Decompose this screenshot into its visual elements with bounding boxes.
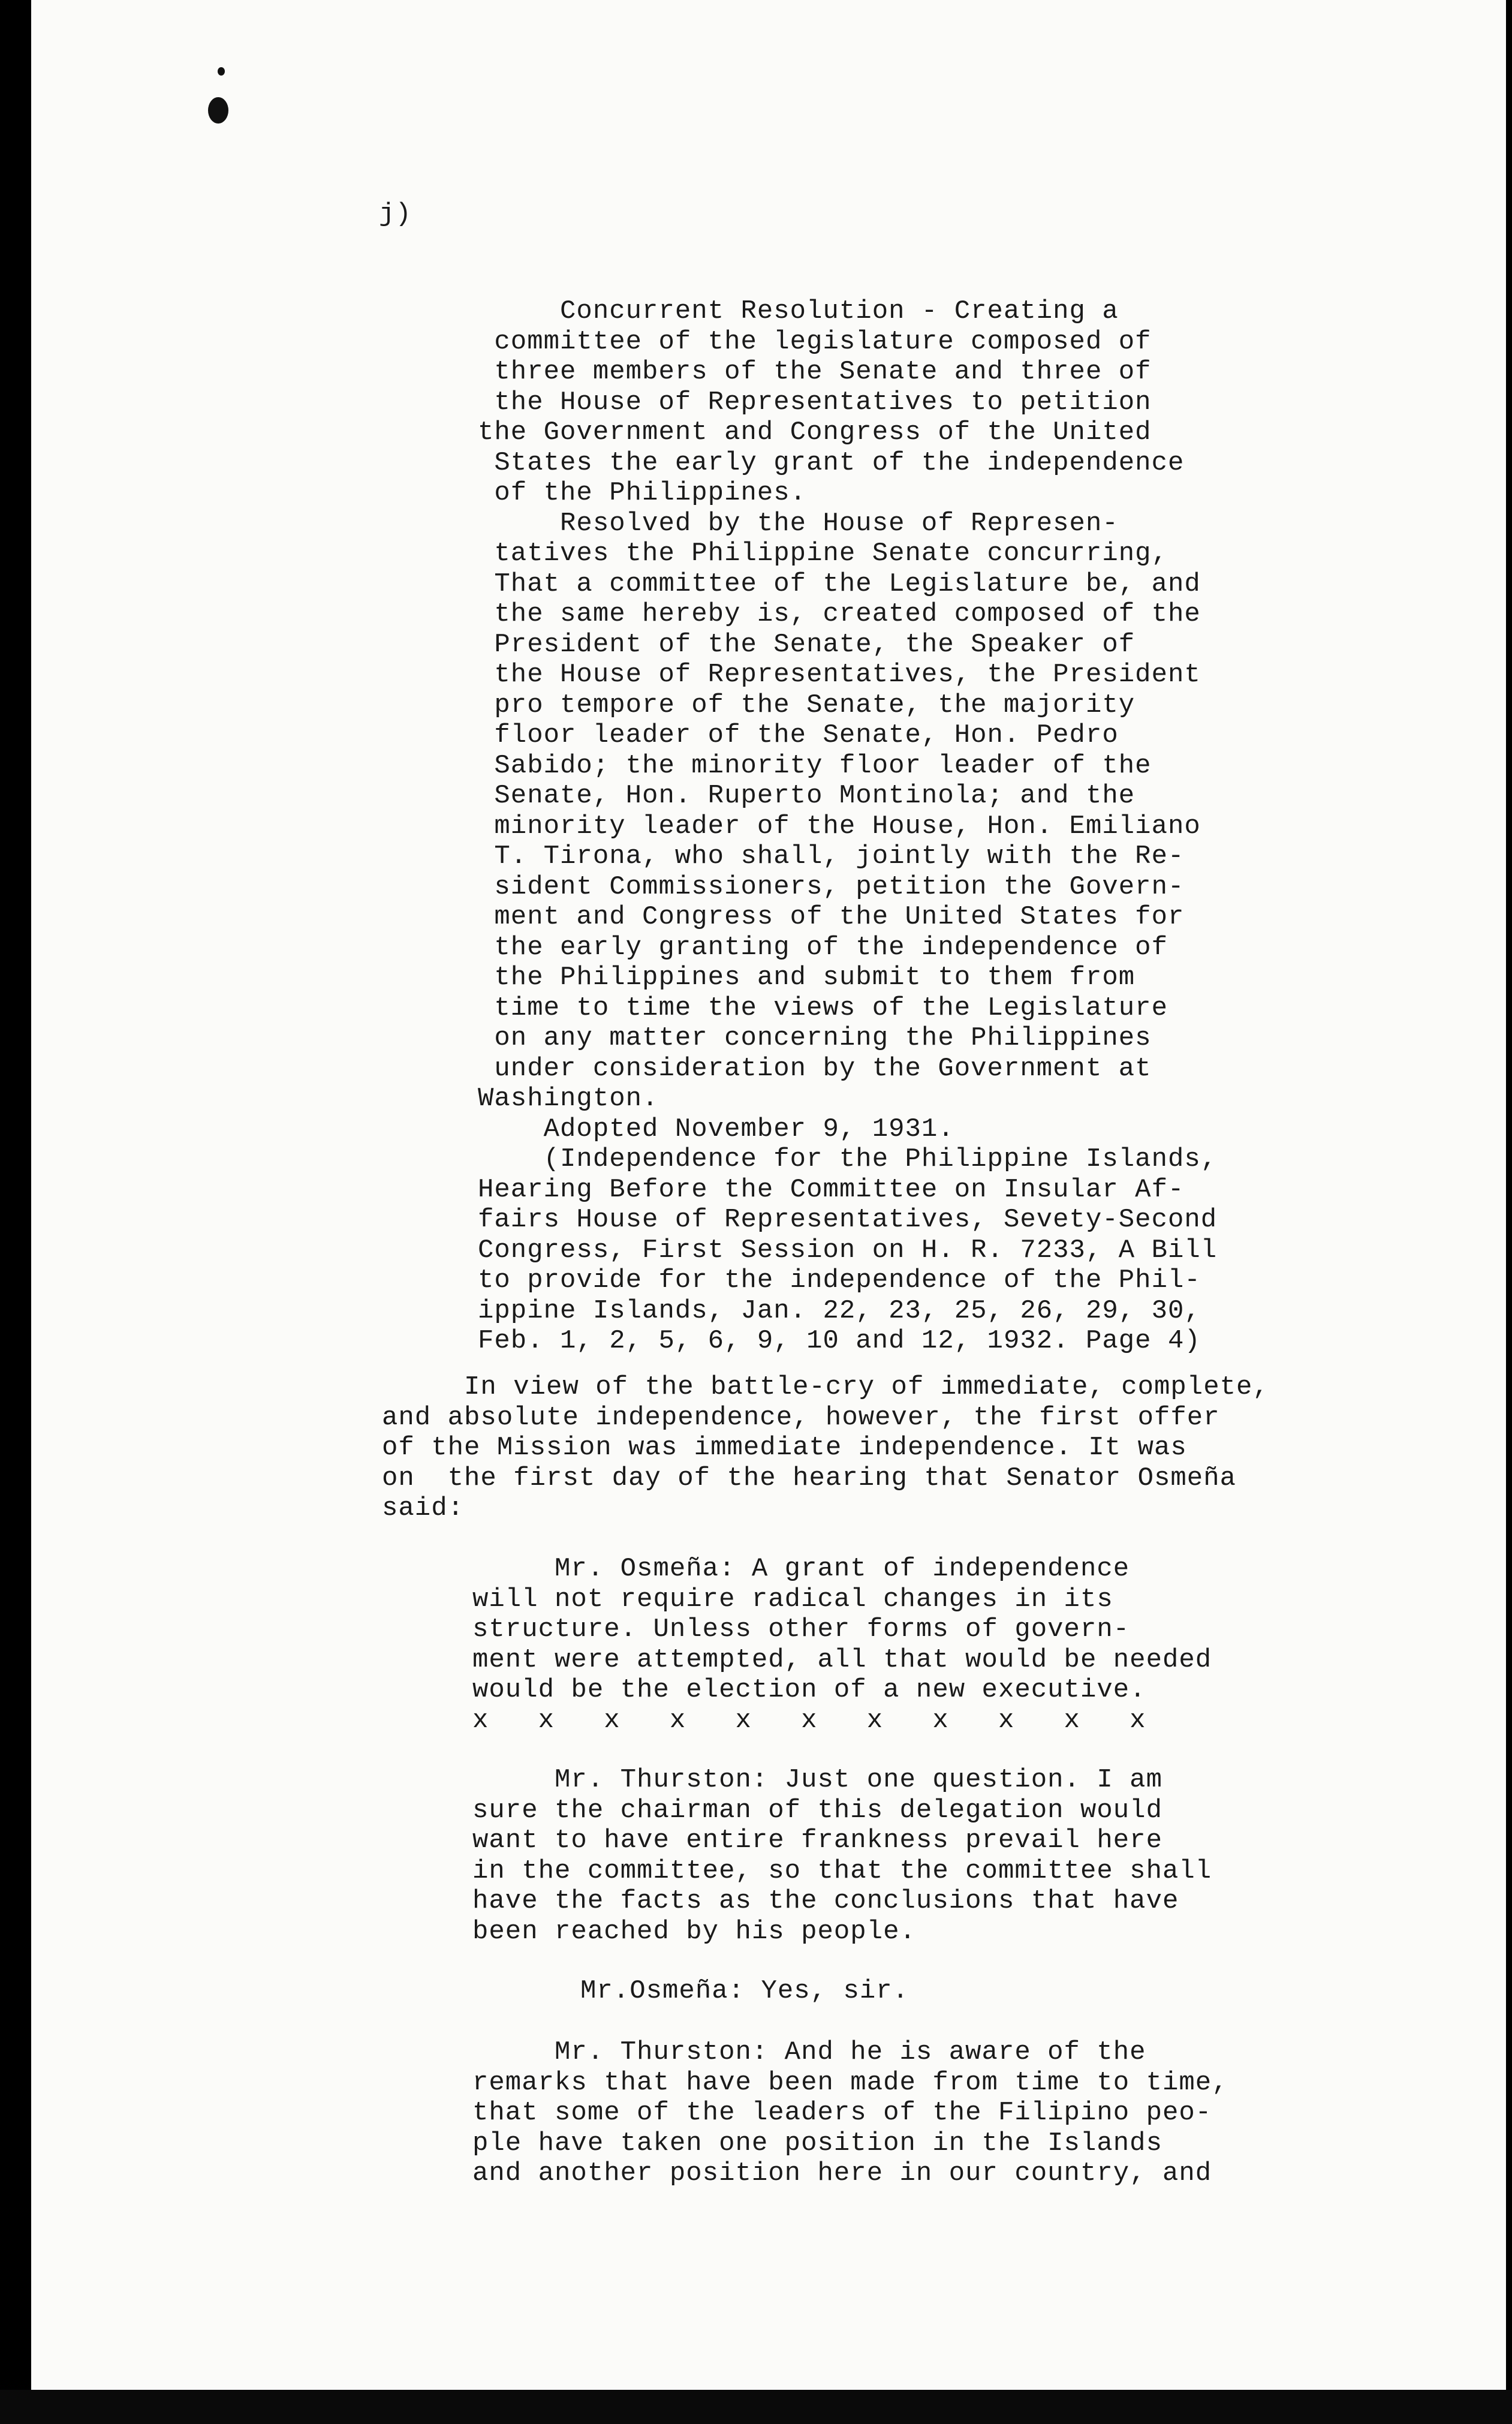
quote-osmena-grant: Mr. Osmeña: A grant of independence will not require radical changes in its structure. Unless other forms of govern- ment were attempted, all that would be needed would be the election of a new executive. x x x x x x x x x x x [472, 1554, 1212, 1736]
quote-osmena-yes: Mr.Osmeña: Yes, sir. [580, 1976, 909, 2006]
narrative-paragraph: In view of the battle-cry of immediate, complete, and absolute independence, however, the first offer of the Mission was immediate independence. It was on the first day of the hearing that Senator Osmeña said: [382, 1372, 1269, 1523]
scan-bottom-edge [0, 2390, 1512, 2424]
binder-hole-small [218, 67, 225, 76]
section-label: j) [379, 199, 412, 229]
concurrent-resolution-text: Concurrent Resolution - Creating a committee of the legislature composed of three members of the Senate and three of the House of Representatives to petition the Government and Congress of the United States the early grant of the independence of the Philippines. Resolved by the House of Represen- tatives the Philippine Senate concurring, That a committee of the Legislature be, and the same hereby is, created composed of the President of the Senate, the Speaker of the House of Representatives, the President pro tempore of the Senate, the majority floor leader of the Senate, Hon. Pedro Sabido; the minority floor leader of the Senate, Hon. Ruperto Montinola; and the minority leader of the House, Hon. Emiliano T. Tirona, who shall, jointly with the Re- sident Commissioners, petition the Govern- ment and Congress of the United States for the early granting of the independence of the Philippines and submit to them from time to time the views of the Legislature on any matter concerning the Philippines under consideration by the Government at Washington. Adopted November 9, 1931. (Independence for the Philippine Islands, Hearing Before the Committee on Insular Af- fairs House of Representatives, Sevety-Second Congress, First Session on H. R. 7233, A Bill to provide for the independence of the Phil- ippine Islands, Jan. 22, 23, 25, 26, 29, 30, Feb. 1, 2, 5, 6, 9, 10 and 12, 1932. Page 4) [478, 296, 1218, 1356]
binder-hole [208, 97, 228, 124]
quote-thurston-aware: Mr. Thurston: And he is aware of the remarks that have been made from time to time, that some of the leaders of the Filipino peo- ple have taken one position in the Islands and another position here in our country, and [472, 2037, 1228, 2188]
document-page [31, 0, 1506, 2390]
quote-thurston-question: Mr. Thurston: Just one question. I am sure the chairman of this delegation would want to have entire frankness prevail here in the committee, so that the committee shall have the facts as the conclusions that have been reached by his people. [472, 1765, 1212, 1947]
